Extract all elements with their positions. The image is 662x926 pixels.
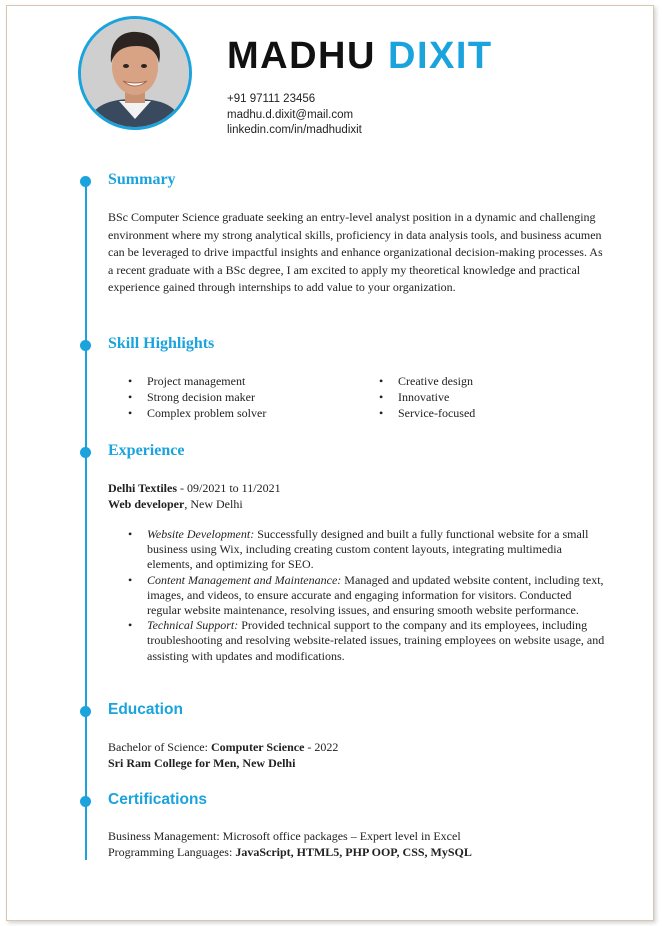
timeline-dot-skills	[80, 340, 91, 351]
list-item	[108, 527, 608, 573]
contact-block	[227, 92, 362, 139]
summary-heading: Summary	[108, 171, 176, 188]
skill-item: • Complex problem solver	[129, 405, 266, 421]
profile-photo	[78, 16, 192, 130]
education-block	[108, 739, 338, 771]
candidate-name	[227, 36, 493, 76]
linkedin-url: linkedin.com/in/madhudixit	[227, 124, 362, 136]
job-dates: - 09/2021 to 11/2021	[177, 481, 281, 495]
graduation-year: - 2022	[304, 740, 339, 754]
email-address: madhu.d.dixit@mail.com	[227, 108, 354, 121]
skill-item: • Creative design	[380, 373, 475, 389]
duty-title: Content Management and Maintenance:	[147, 572, 342, 587]
school-name: Sri Ram College for Men, New Delhi	[108, 756, 296, 770]
education-heading: Education	[108, 701, 183, 718]
skills-heading: Skill Highlights	[108, 335, 215, 352]
duty-title: Website Development:	[147, 527, 255, 541]
portrait-illustration	[81, 19, 189, 127]
skills-list-right	[380, 373, 475, 421]
resume-page	[6, 5, 654, 921]
experience-list	[108, 527, 608, 664]
timeline-dot-experience	[80, 447, 91, 458]
skill-item: • Project management	[129, 373, 266, 389]
job-role: Web developer	[108, 497, 185, 511]
duty-text: Managed and updated website content, including text, images, and videos, to ensure accurate and engaging information for visitors. Conducted regular website maintenance, resolving issues, and ensuring smooth website performance.	[147, 572, 604, 618]
skill-item: • Service-focused	[380, 405, 475, 421]
skill-item: • Innovative	[380, 389, 475, 405]
skill-item: • Strong decision maker	[129, 389, 266, 405]
degree: Bachelor of Science:	[108, 740, 211, 754]
major: Computer Science	[210, 740, 305, 754]
phone-number: +91 97111 23456	[227, 93, 316, 105]
list-item	[108, 618, 608, 664]
certification-line: Business Management: Microsoft office packages – Expert level in Excel	[108, 829, 461, 843]
list-item	[108, 573, 608, 619]
timeline-line	[85, 181, 87, 860]
skills-list-left	[129, 373, 266, 421]
certifications-heading: Certifications	[108, 791, 208, 808]
duty-text: Provided technical support to the company and its employees, including troubleshooting and resolving website-related issues, training employees on website usage, and assisting with updates and modifications.	[147, 618, 605, 663]
job-location: , New Delhi	[184, 497, 243, 511]
timeline-dot-summary	[80, 176, 91, 187]
summary-text: BSc Computer Science graduate seeking an entry-level analyst position in a dynamic and challenging environment where my strong analytical skills, proficiency in data analysis tools, and business acumen can be leveraged to drive impactful insights and enhance organizational decision-making processes. As a recent graduate with a BSc degree, I am excited to apply my theoretical knowledge and practical experience gained through internships to add value to your organization.	[108, 210, 603, 295]
timeline-dot-education	[80, 706, 91, 717]
certifications-block	[108, 829, 472, 860]
last-name: DIXIT	[388, 35, 493, 77]
job-header	[108, 480, 281, 512]
languages-label: Programming Languages:	[108, 844, 236, 859]
languages-value: JavaScript, HTML5, PHP OOP, CSS, MySQL	[235, 844, 472, 859]
first-name: MADHU	[227, 35, 376, 77]
timeline-dot-certifications	[80, 796, 91, 807]
company-name: Delhi Textiles	[108, 481, 178, 495]
duty-title: Technical Support:	[147, 618, 239, 633]
duty-text: Successfully designed and built a fully functional website for a small business using Wix, including creating custom content layouts, integrating multimedia elements, and optimizing for SEO.	[147, 527, 589, 572]
experience-heading: Experience	[108, 442, 185, 459]
